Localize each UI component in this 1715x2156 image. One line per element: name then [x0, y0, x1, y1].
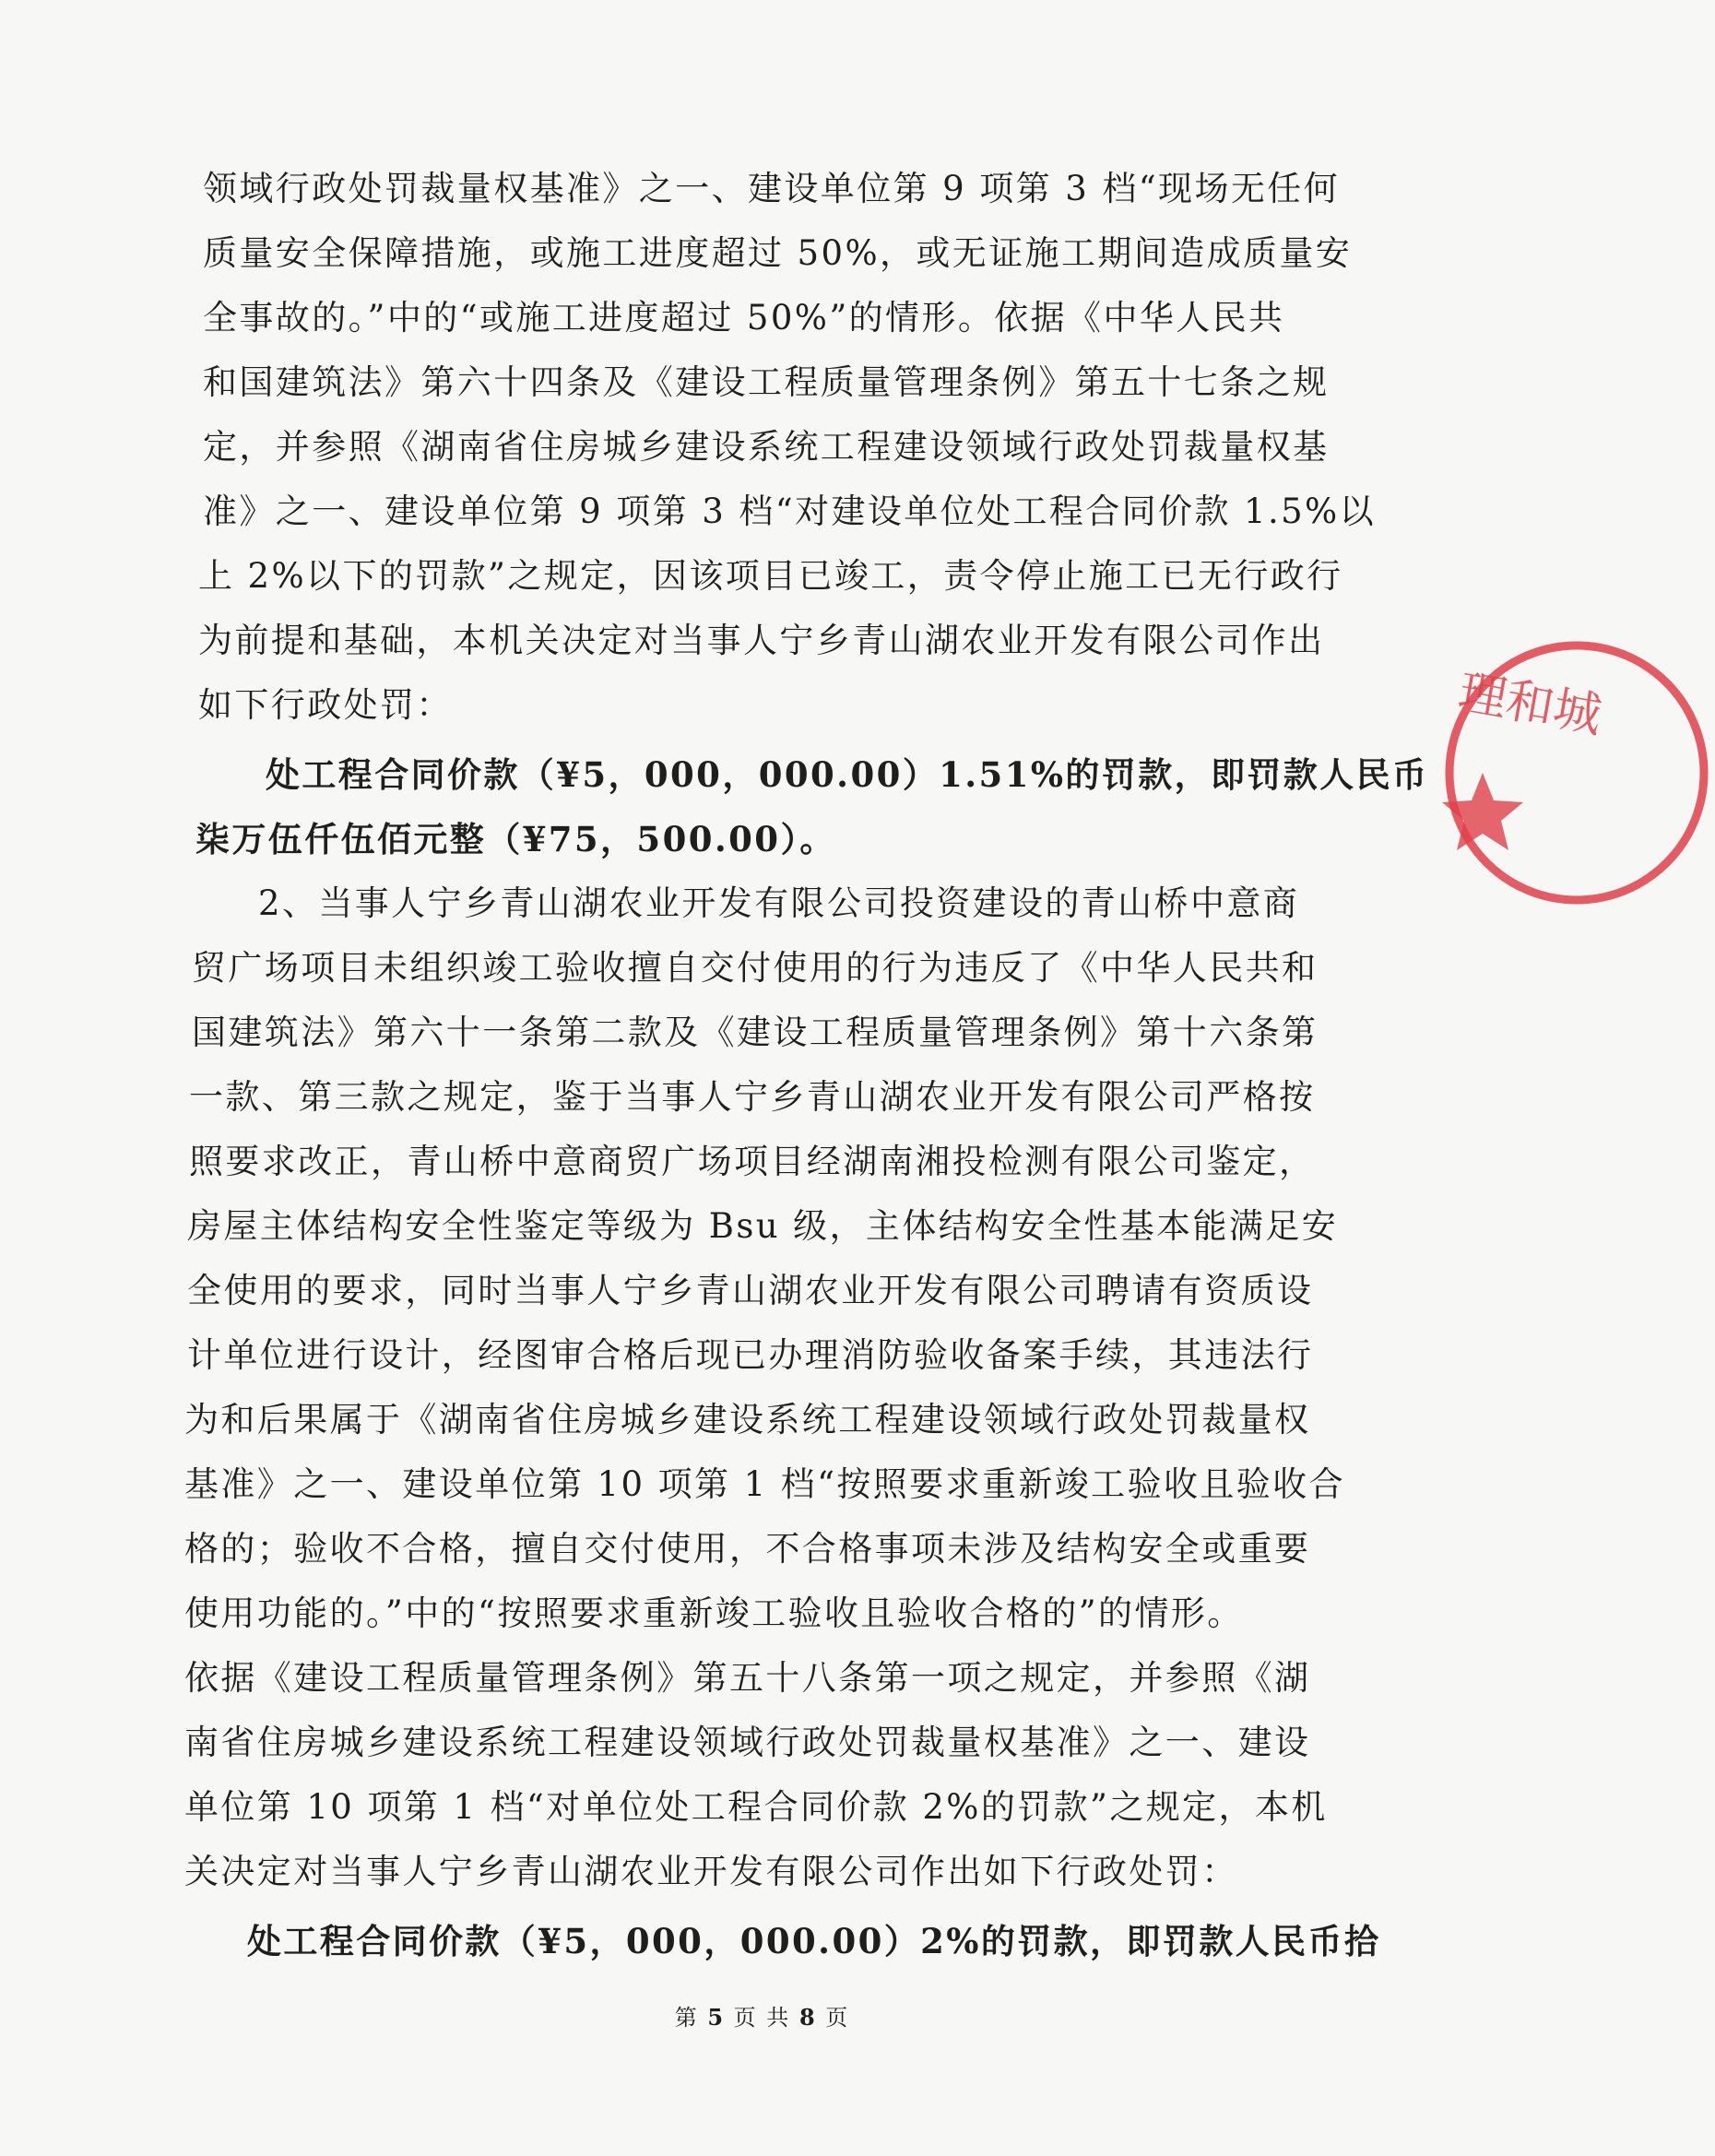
text-line: 照要求改正，青山桥中意商贸广场项目经湖南湘投检测有限公司鉴定，: [189, 1142, 1316, 1181]
text-line: 格的；验收不合格，擅自交付使用，不合格事项未涉及结构安全或重要: [184, 1529, 1311, 1569]
text-line: 依据《建设工程质量管理条例》第五十八条第一项之规定，并参照《湖: [184, 1658, 1311, 1698]
text-line: 质量安全保障措施，或施工进度超过 50%，或无证施工期间造成质量安: [203, 233, 1353, 273]
footer-middle: 页 共: [733, 2005, 791, 2031]
text-line: 国建筑法》第六十一条第二款及《建设工程质量管理条例》第十六条第: [192, 1013, 1319, 1052]
text-line: 全使用的要求，同时当事人宁乡青山湖农业开发有限公司聘请有资质设: [187, 1271, 1314, 1310]
text-line: 关决定对当事人宁乡青山湖农业开发有限公司作出如下行政处罚：: [184, 1852, 1238, 1891]
footer-prefix: 第: [674, 2005, 699, 2031]
text-line: 单位第 10 项第 1 档“对单位处工程合同价款 2%的罚款”之规定，本机: [184, 1787, 1328, 1827]
footer-suffix: 页: [825, 2005, 850, 2031]
text-line: 一款、第三款之规定，鉴于当事人宁乡青山湖农业开发有限公司严格按: [189, 1077, 1316, 1117]
text-line: 和国建筑法》第六十四条及《建设工程质量管理条例》第五十七条之规: [203, 362, 1330, 402]
text-line: 为和后果属于《湖南省住房城乡建设系统工程建设领域行政处罚裁量权: [184, 1400, 1311, 1439]
text-line: 计单位进行设计，经图审合格后现已办理消防验收备案手续，其违法行: [187, 1335, 1314, 1375]
text-line: 为前提和基础，本机关决定对当事人宁乡青山湖农业开发有限公司作出: [198, 621, 1325, 660]
text-line: 全事故的。”中的“或施工进度超过 50%”的情形。依据《中华人民共: [203, 298, 1285, 338]
text-line: 南省住房城乡建设系统工程建设领域行政处罚裁量权基准》之一、建设: [184, 1723, 1311, 1762]
text-line: 领域行政处罚裁量权基准》之一、建设单位第 9 项第 3 档“现场无任何: [203, 169, 1341, 208]
text-line: 房屋主体结构安全性鉴定等级为 Bsu 级，主体结构安全性基本能满足安: [187, 1206, 1339, 1246]
text-line: 上 2%以下的罚款”之规定，因该项目已竣工，责令停止施工已无行政行: [198, 556, 1343, 596]
text-line: 贸广场项目未组织竣工验收擅自交付使用的行为违反了《中华人民共和: [192, 948, 1319, 988]
text-line: 2、当事人宁乡青山湖农业开发有限公司投资建设的青山桥中意商: [258, 883, 1300, 923]
text-line: 基准》之一、建设单位第 10 项第 1 档“按照要求重新竣工验收且验收合: [184, 1464, 1345, 1504]
penalty-line: 处工程合同价款（¥5，000，000.00）2%的罚款，即罚款人民币拾: [247, 1921, 1381, 1961]
official-seal-icon: [1438, 634, 1715, 911]
text-line: 使用功能的。”中的“按照要求重新竣工验收且验收合格的”的情形。: [184, 1593, 1244, 1633]
penalty-line: 柒万伍仟伍佰元整（¥75，500.00）。: [195, 819, 836, 859]
page-footer: [0, 1999, 1524, 2032]
penalty-line: 处工程合同价款（¥5，000，000.00）1.51%的罚款，即罚款人民币: [266, 754, 1429, 795]
text-line: 定，并参照《湖南省住房城乡建设系统工程建设领域行政处罚裁量权基: [203, 427, 1330, 467]
current-page-number: 5: [707, 2004, 726, 2031]
text-line: 如下行政处罚：: [198, 685, 453, 725]
total-pages-number: 8: [798, 2004, 817, 2031]
text-line: 准》之一、建设单位第 9 项第 3 档“对建设单位处工程合同价款 1.5%以: [203, 492, 1377, 531]
svg-text:理和城: 理和城: [1454, 664, 1606, 744]
